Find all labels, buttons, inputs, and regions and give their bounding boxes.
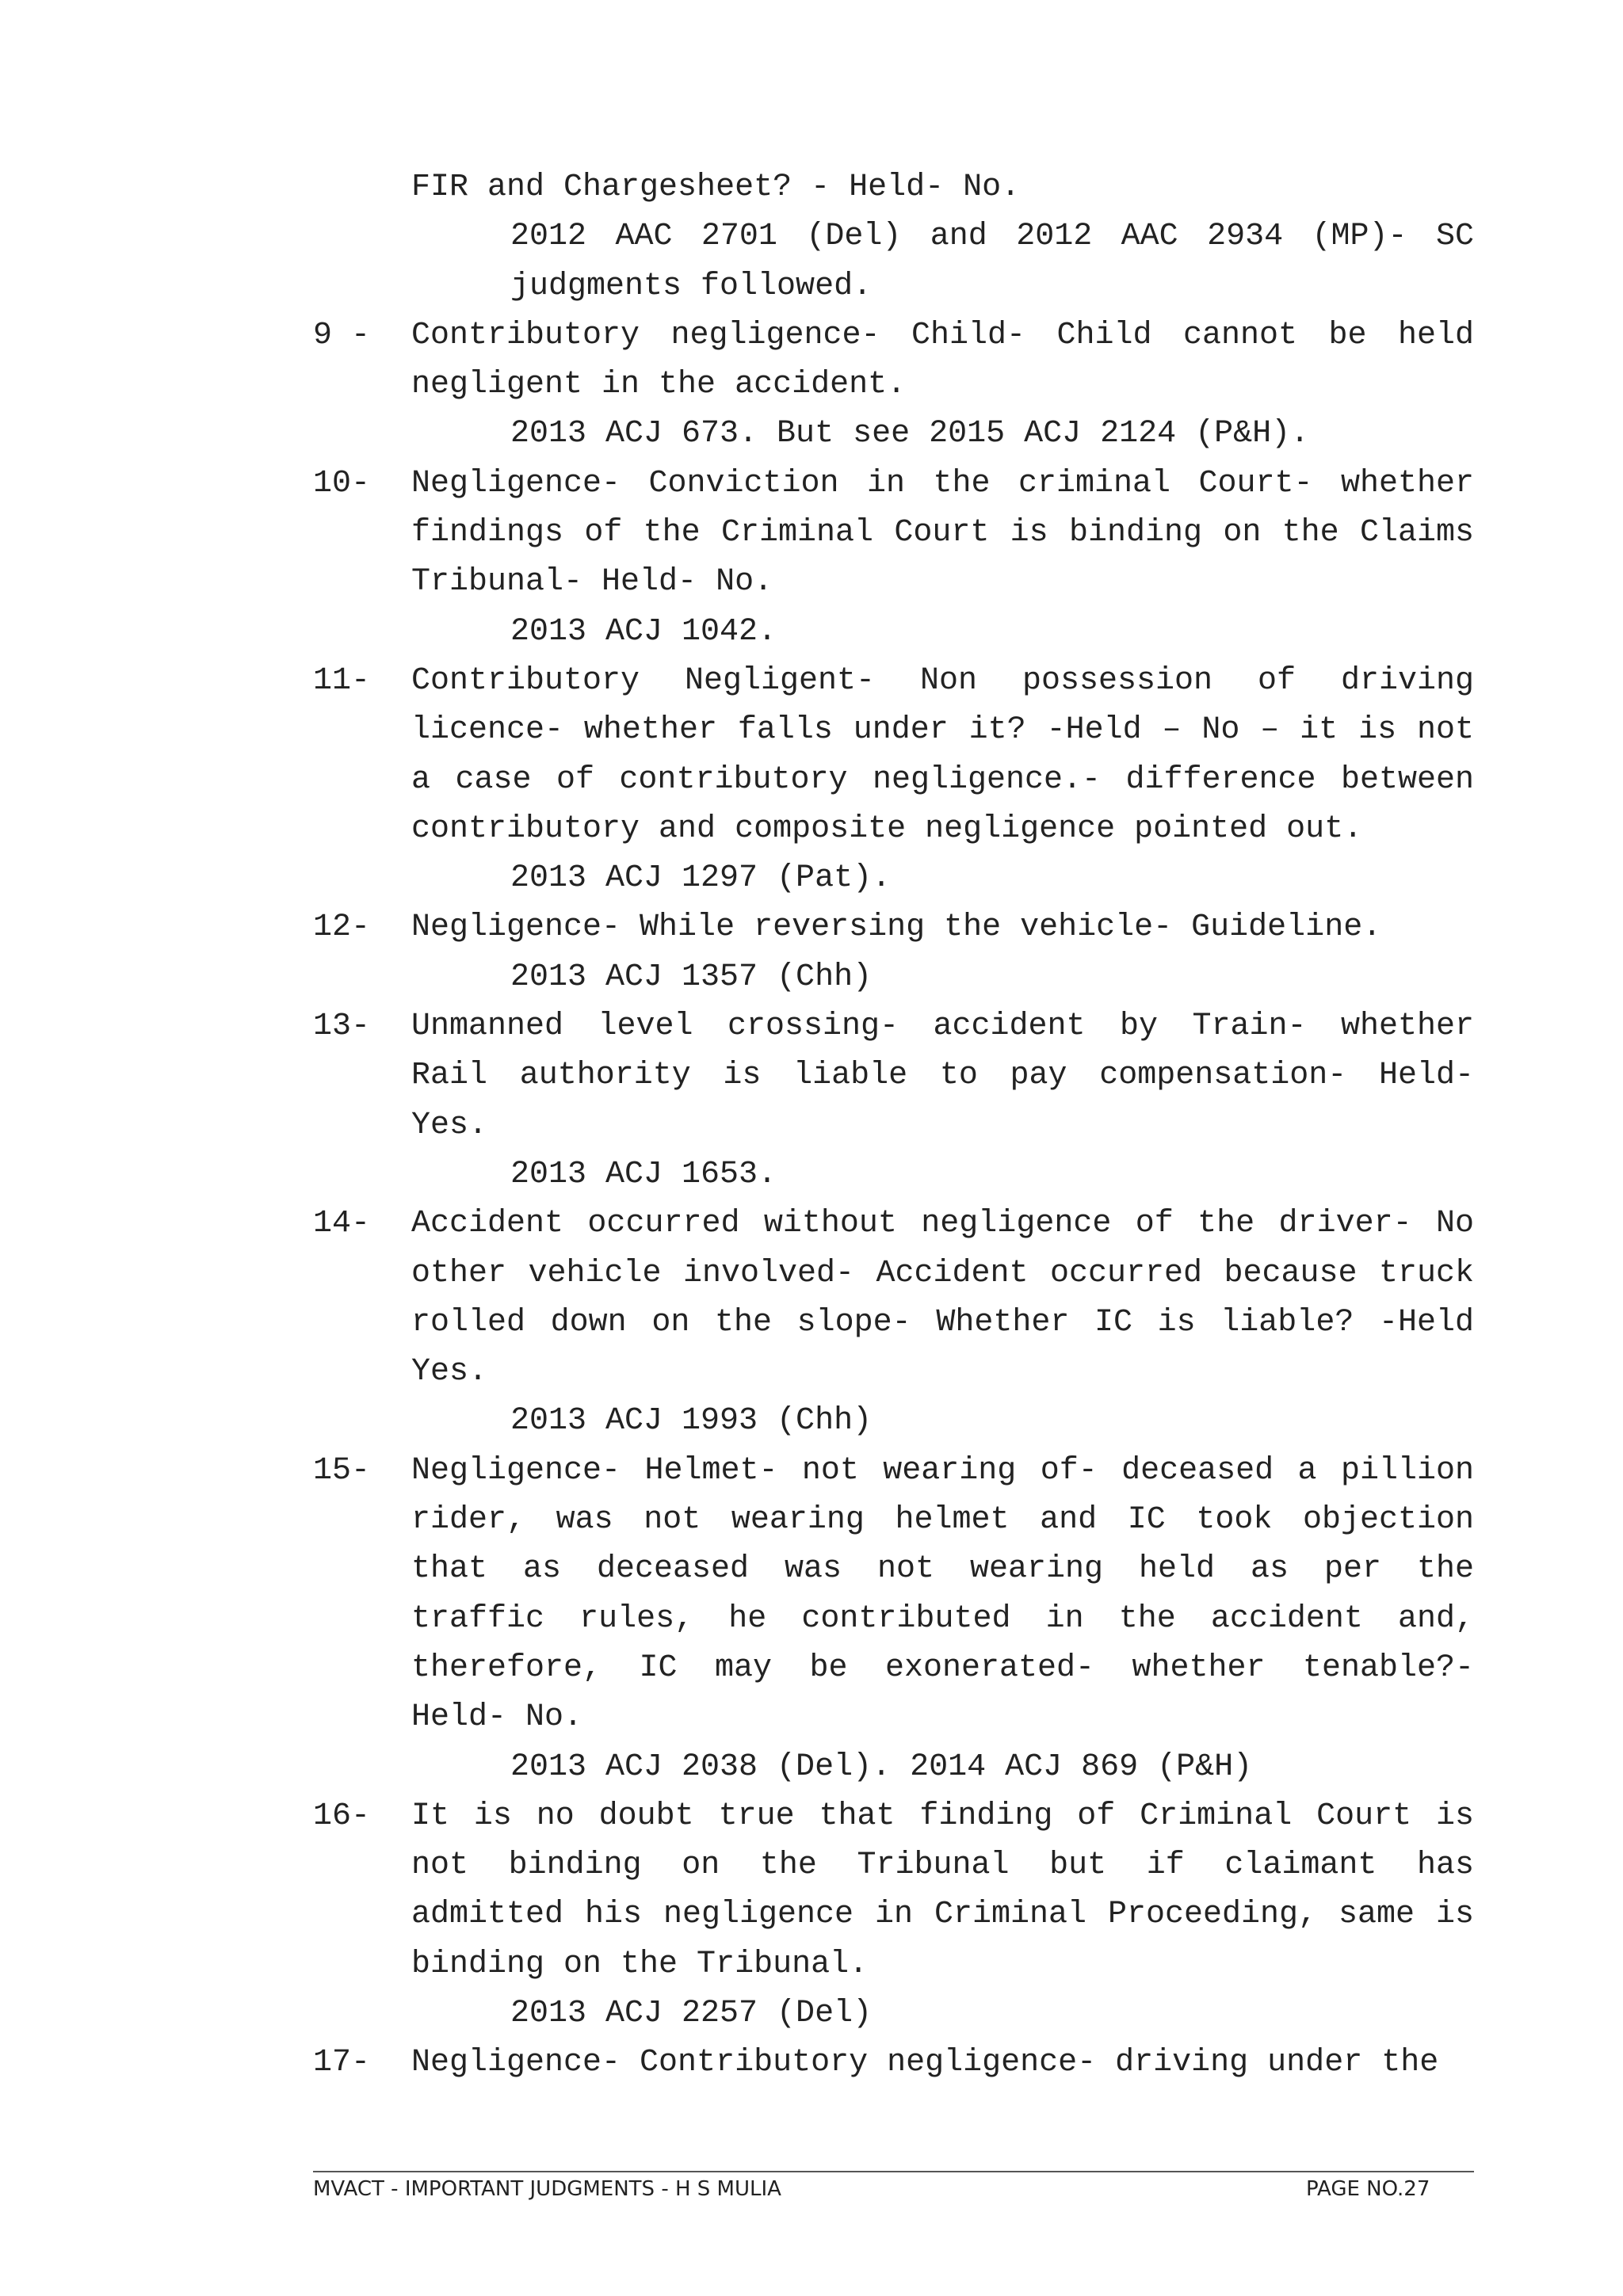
list-item — [313, 460, 1474, 608]
item-text: It is no doubt true that finding of Criminal Court is not binding on the Tribunal but if claimant has admitted his negligence in Criminal Proceeding, same is binding on the Tribunal. — [411, 1798, 1474, 1982]
continued-item-citation: 2012 AAC 2701 (Del) and 2012 AAC 2934 (MP)- SC judgments followed. — [510, 219, 1474, 304]
item-citation: 2013 ACJ 1993 (Chh) — [510, 1403, 873, 1440]
item-citation: 2013 ACJ 2038 (Del). 2014 ACJ 869 (P&H) — [510, 1749, 1253, 1785]
item-number: 15- — [313, 1452, 371, 1489]
item-text: Unmanned level crossing- accident by Train- whether Rail authority is liable to pay compensation- Held- Yes. — [411, 1009, 1474, 1143]
page-number: PAGE NO.27 — [1306, 2177, 1430, 2201]
footer-title: MVACT - IMPORTANT JUDGMENTS - H S MULIA — [313, 2177, 781, 2201]
item-text: Negligence- Conviction in the criminal Court- whether findings of the Criminal Court is binding on the Claims Tribunal- Held- No. — [411, 465, 1474, 601]
continued-item-text: FIR and Chargesheet? - Held- No. — [411, 170, 1021, 205]
list-item — [313, 903, 1474, 952]
item-number: 10- — [313, 465, 371, 502]
list-item — [313, 1002, 1474, 1150]
footer-divider — [313, 2171, 1474, 2172]
item-number: 16- — [313, 1798, 371, 1834]
item-citation: 2013 ACJ 2257 (Del) — [510, 1995, 873, 2031]
item-citation: 2013 ACJ 1042. — [510, 613, 777, 650]
item-citation: 2013 ACJ 1357 (Chh) — [510, 959, 873, 995]
judgments-list — [313, 163, 1474, 2088]
item-number: 14- — [313, 1206, 371, 1242]
item-number: 11- — [313, 662, 371, 699]
item-number: 13- — [313, 1009, 371, 1045]
list-item — [313, 657, 1474, 854]
item-citation: 2013 ACJ 1653. — [510, 1156, 777, 1192]
item-text: Negligence- Helmet- not wearing of- deceased a pillion rider, was not wearing helmet and IC took objection that as deceased was not wearing held as per the traffic rules, he contributed in the accident and, therefore, IC may be exonerated- whether tenable?- Held- No. — [411, 1452, 1474, 1736]
item-text: Accident occurred without negligence of the driver- No other vehicle involved- Accident occurred because truck rolled down on the slope- Whether IC is liable? -Held Yes. — [411, 1206, 1474, 1390]
item-text: Negligence- Contributory negligence- driving under the — [411, 2045, 1439, 2081]
item-text: Negligence- While reversing the vehicle- Guideline. — [411, 910, 1382, 946]
list-item — [313, 1447, 1474, 1743]
item-text: Contributory Negligent- Non possession of driving licence- whether falls under it? -Held – No – it is not a case of contributory negligence.- difference between contributory and composite negligence pointed out. — [411, 662, 1474, 847]
list-item — [313, 311, 1474, 410]
list-item — [313, 1199, 1474, 1397]
item-number: 9 - — [313, 317, 371, 353]
list-item — [313, 1792, 1474, 1989]
item-citation: 2013 ACJ 673. But see 2015 ACJ 2124 (P&H). — [510, 416, 1310, 452]
item-number: 17- — [313, 2045, 371, 2081]
item-text: Contributory negligence- Child- Child cannot be held negligent in the accident. — [411, 317, 1474, 403]
list-item — [313, 2039, 1474, 2088]
item-number: 12- — [313, 910, 371, 946]
item-citation: 2013 ACJ 1297 (Pat). — [510, 860, 892, 897]
